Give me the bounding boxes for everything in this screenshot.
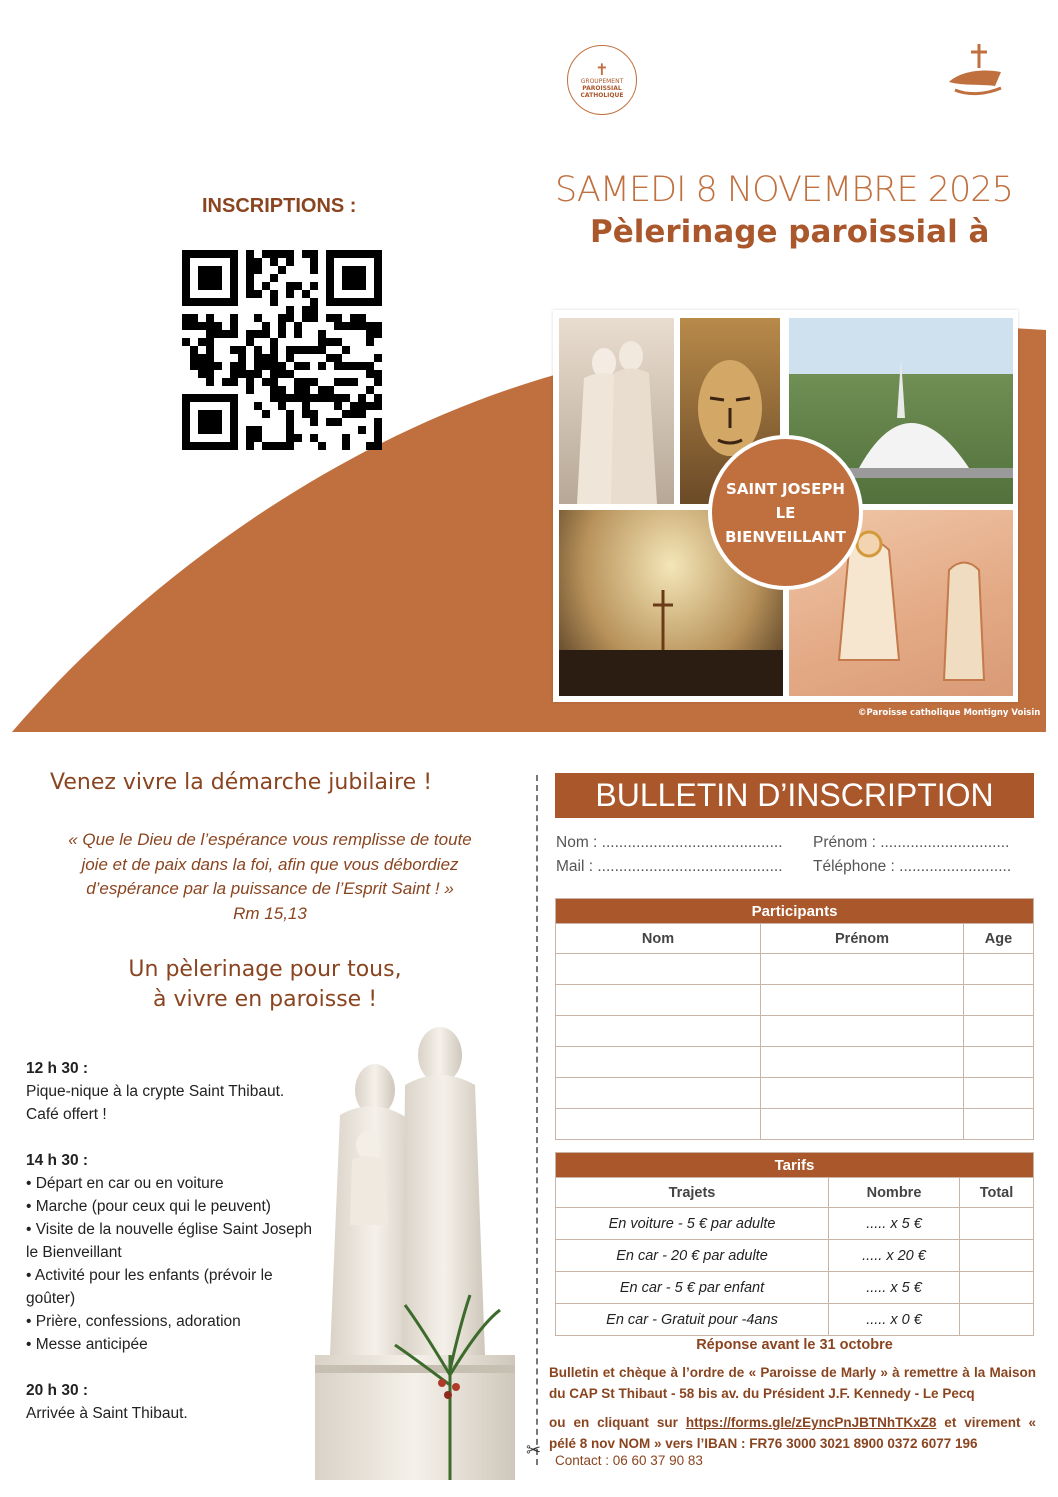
groupement-paroissial-logo bbox=[567, 45, 637, 115]
prenom-field[interactable]: Prénom : .............................. bbox=[813, 834, 1010, 851]
table-row[interactable] bbox=[556, 1078, 1034, 1109]
registration-form-link[interactable]: https://forms.gle/zEyncPnJBTNhTKxZ8 bbox=[685, 1415, 937, 1430]
time-12h30: 12 h 30 : bbox=[26, 1060, 89, 1077]
table-row[interactable] bbox=[556, 1304, 1034, 1336]
mail-field[interactable]: Mail : ........................................... bbox=[556, 858, 783, 875]
nombre-cell[interactable]: ..... x 0 € bbox=[829, 1304, 960, 1336]
logo-text-line1: GROUPEMENT bbox=[580, 77, 624, 85]
table-row[interactable] bbox=[556, 985, 1034, 1016]
response-deadline: Réponse avant le 31 octobre bbox=[696, 1337, 893, 1353]
trajet-cell: En car - 5 € par enfant bbox=[556, 1272, 829, 1304]
participants-title: Participants bbox=[556, 899, 1034, 924]
tarifs-header-nombre: Nombre bbox=[829, 1178, 960, 1208]
event-date: SAMEDI 8 NOVEMBRE 2025 bbox=[555, 170, 1013, 210]
program-item: • Activité pour les enfants (prévoir le goûter) bbox=[26, 1267, 273, 1307]
payment-info-cheque: Bulletin et chèque à l’ordre de « Paroisse de Marly » à remettre à la Maison du CAP St Thibaut - 58 bis av. du Président J.F. Kennedy - Le Pecq bbox=[549, 1365, 1036, 1401]
program-item: • Prière, confessions, adoration bbox=[26, 1313, 241, 1330]
tagline-line2: à vivre en paroisse ! bbox=[152, 987, 378, 1012]
quote-line2: joie et de paix dans la foi, afin que vous débordiez bbox=[81, 854, 459, 874]
payment-info-online bbox=[549, 1412, 1036, 1454]
info-text: et virement « pélé 8 nov NOM » vers l’IBAN : FR76 3000 3021 8900 0372 6077 196 bbox=[549, 1415, 1037, 1451]
total-cell[interactable] bbox=[960, 1208, 1034, 1240]
tarifs-header-total: Total bbox=[960, 1178, 1034, 1208]
quote-line3: d’espérance par la puissance de l’Esprit Saint ! » bbox=[86, 879, 454, 898]
inscriptions-heading: INSCRIPTIONS : bbox=[202, 195, 357, 217]
table-row[interactable] bbox=[556, 1272, 1034, 1304]
table-row[interactable] bbox=[556, 1109, 1034, 1140]
qr-code[interactable] bbox=[182, 250, 382, 450]
time-14h30: 14 h 30 : bbox=[26, 1152, 89, 1169]
info-text: ou en cliquant sur bbox=[549, 1415, 686, 1430]
total-cell[interactable] bbox=[960, 1304, 1034, 1336]
photo-collage bbox=[553, 310, 1018, 702]
nombre-cell[interactable]: ..... x 5 € bbox=[829, 1272, 960, 1304]
trajet-cell: En car - Gratuit pour -4ans bbox=[556, 1304, 829, 1336]
contact-phone: Contact : 06 60 37 90 83 bbox=[555, 1453, 703, 1468]
program-schedule bbox=[26, 1057, 326, 1425]
saint-joseph-badge bbox=[708, 435, 863, 590]
participants-header-age: Age bbox=[964, 924, 1034, 954]
tarifs-table bbox=[555, 1152, 1034, 1336]
scissors-icon: ✂ bbox=[526, 1440, 542, 1461]
holy-family-statue-photo bbox=[559, 318, 674, 504]
nombre-cell[interactable]: ..... x 5 € bbox=[829, 1208, 960, 1240]
logo-text-line2: PAROISSIAL bbox=[582, 84, 622, 92]
cross-icon: ✝ bbox=[595, 59, 609, 79]
table-row[interactable] bbox=[556, 1240, 1034, 1272]
payment-info bbox=[549, 1362, 1036, 1454]
table-row[interactable] bbox=[556, 1016, 1034, 1047]
program-item: • Messe anticipée bbox=[26, 1336, 148, 1353]
badge-line2: LE bbox=[775, 503, 796, 522]
trajet-cell: En voiture - 5 € par adulte bbox=[556, 1208, 829, 1240]
total-cell[interactable] bbox=[960, 1240, 1034, 1272]
tarifs-header-trajets: Trajets bbox=[556, 1178, 829, 1208]
bible-quote bbox=[40, 828, 500, 926]
pilgrimage-tagline bbox=[60, 955, 470, 1015]
jubile-2025-logo bbox=[935, 38, 1019, 122]
badge-line1: SAINT JOSEPH bbox=[726, 479, 845, 498]
quote-line1: « Que le Dieu de l’espérance vous remplisse de toute bbox=[68, 830, 472, 849]
bulletin-title: BULLETIN D’INSCRIPTION bbox=[555, 773, 1034, 818]
table-row[interactable] bbox=[556, 1208, 1034, 1240]
holy-family-statue-image bbox=[310, 1025, 535, 1480]
cut-line bbox=[536, 775, 538, 1465]
program-item: Café offert ! bbox=[26, 1106, 107, 1123]
telephone-field[interactable]: Téléphone : .......................... bbox=[813, 858, 1012, 875]
trajet-cell: En car - 20 € par adulte bbox=[556, 1240, 829, 1272]
jubilee-heading: Venez vivre la démarche jubilaire ! bbox=[50, 770, 433, 795]
event-subtitle: Pèlerinage paroissial à bbox=[590, 214, 990, 250]
qr-code-image bbox=[182, 250, 382, 450]
tagline-line1: Un pèlerinage pour tous, bbox=[128, 957, 402, 982]
program-item: Pique-nique à la crypte Saint Thibaut. bbox=[26, 1083, 285, 1100]
time-20h30: 20 h 30 : bbox=[26, 1382, 89, 1399]
table-row[interactable] bbox=[556, 954, 1034, 985]
photo-credit: ©Paroisse catholique Montigny Voisin bbox=[858, 708, 1041, 718]
total-cell[interactable] bbox=[960, 1272, 1034, 1304]
program-item: Arrivée à Saint Thibaut. bbox=[26, 1405, 188, 1422]
participants-header-nom: Nom bbox=[556, 924, 761, 954]
program-item: • Départ en car ou en voiture bbox=[26, 1175, 224, 1192]
jubile-emblem-icon bbox=[935, 38, 1019, 122]
participants-header-prenom: Prénom bbox=[761, 924, 964, 954]
logo-text-line3: CATHOLIQUE bbox=[580, 91, 624, 99]
contact-fields bbox=[556, 831, 1012, 879]
nom-field[interactable]: Nom : .......................................... bbox=[556, 834, 783, 851]
participants-table bbox=[555, 898, 1034, 1140]
quote-reference: Rm 15,13 bbox=[233, 903, 307, 923]
program-item: • Visite de la nouvelle église Saint Joseph le Bienveillant bbox=[26, 1221, 313, 1261]
nombre-cell[interactable]: ..... x 20 € bbox=[829, 1240, 960, 1272]
badge-line3: BIENVEILLANT bbox=[725, 527, 846, 546]
table-row[interactable] bbox=[556, 1047, 1034, 1078]
tarifs-title: Tarifs bbox=[556, 1153, 1034, 1178]
program-item: • Marche (pour ceux qui le peuvent) bbox=[26, 1198, 271, 1215]
